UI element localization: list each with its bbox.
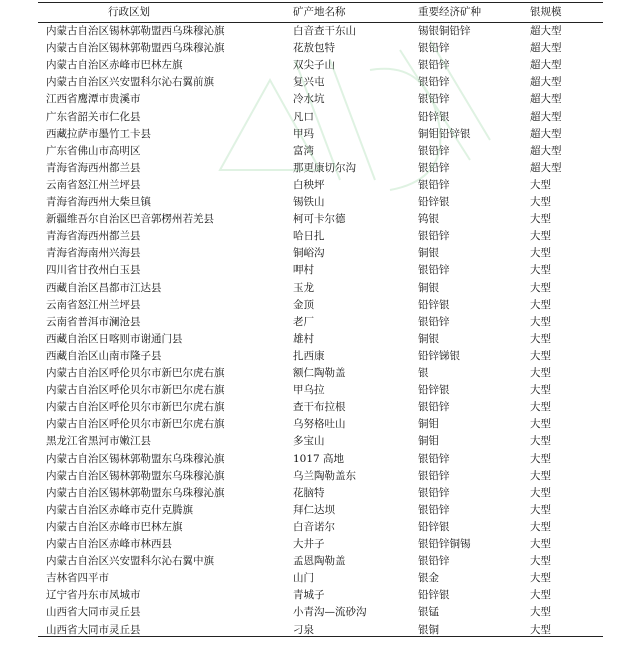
cell-admin-region: 西藏自治区山南市隆子县 <box>46 349 162 362</box>
table-row <box>38 331 603 348</box>
cell-deposit-name: 甲乌拉 <box>293 384 325 397</box>
cell-economic-minerals: 锡银铜铅锌 <box>418 25 471 37</box>
cell-economic-minerals: 银铜 <box>418 623 439 636</box>
cell-silver-scale: 大型 <box>530 401 551 414</box>
cell-deposit-name: 额仁陶勒盖 <box>293 367 346 379</box>
cell-admin-region: 西藏拉萨市墨竹工卡县 <box>46 127 151 140</box>
cell-economic-minerals: 铅锌银 <box>418 110 450 123</box>
cell-admin-region: 内蒙古自治区兴安盟科尔沁右翼中旗 <box>46 555 214 568</box>
cell-admin-region: 江西省鹰潭市贵溪市 <box>46 93 141 106</box>
cell-admin-region: 内蒙古自治区赤峰市克什克腾旗 <box>46 503 193 516</box>
cell-deposit-name: 雄村 <box>293 332 314 345</box>
cell-economic-minerals: 银铅锌 <box>418 178 450 191</box>
cell-economic-minerals: 银锰 <box>418 606 439 619</box>
header-silver-scale: 银规模 <box>530 6 562 18</box>
cell-admin-region: 内蒙古自治区锡林郭勒盟东乌珠穆沁旗 <box>46 452 225 465</box>
cell-silver-scale: 大型 <box>530 264 551 277</box>
cell-silver-scale: 超大型 <box>530 144 562 157</box>
cell-deposit-name: 乌兰陶勒盖东 <box>293 469 356 482</box>
cell-silver-scale: 大型 <box>530 230 551 243</box>
table-row <box>38 211 603 228</box>
cell-economic-minerals: 银铅锌 <box>418 76 450 89</box>
table-row <box>38 468 603 485</box>
cell-admin-region: 吉林省四平市 <box>46 572 109 585</box>
cell-silver-scale: 大型 <box>530 555 551 568</box>
header-admin-region: 行政区划 <box>108 6 150 18</box>
cell-admin-region: 内蒙古自治区兴安盟科尔沁右翼前旗 <box>46 76 214 89</box>
cell-deposit-name: 柯可卡尔德 <box>293 213 346 226</box>
cell-admin-region: 黑龙江省黑河市嫩江县 <box>46 435 151 448</box>
cell-admin-region: 内蒙古自治区呼伦贝尔市新巴尔虎右旗 <box>46 384 225 397</box>
cell-economic-minerals: 银铅锌 <box>418 144 450 157</box>
cell-deposit-name: 小青沟—流砂沟 <box>293 606 367 619</box>
cell-admin-region: 内蒙古自治区赤峰市巴林左旗 <box>46 520 183 533</box>
cell-silver-scale: 大型 <box>530 623 551 636</box>
cell-economic-minerals: 银铅锌 <box>418 469 450 482</box>
table-row <box>38 382 603 399</box>
cell-deposit-name: 锡铁山 <box>293 196 325 208</box>
table-row <box>38 348 603 365</box>
cell-economic-minerals: 银铅锌 <box>418 42 450 55</box>
table-header-row <box>38 4 603 21</box>
cell-economic-minerals: 铜钼 <box>418 435 439 448</box>
table-row <box>38 587 603 604</box>
cell-admin-region: 西藏自治区昌都市江达县 <box>46 281 162 294</box>
cell-admin-region: 云南省怒江州兰坪县 <box>46 298 141 311</box>
cell-deposit-name: 玉龙 <box>293 281 314 294</box>
cell-deposit-name: 刁泉 <box>293 623 314 636</box>
cell-admin-region: 云南省普洱市澜沧县 <box>46 315 141 328</box>
cell-deposit-name: 铜峪沟 <box>293 247 325 260</box>
table-row <box>38 262 603 279</box>
table-row <box>38 604 603 621</box>
cell-deposit-name: 花脑特 <box>293 486 325 499</box>
cell-economic-minerals: 银铅锌 <box>418 230 450 243</box>
table-row <box>38 109 603 126</box>
cell-silver-scale: 大型 <box>530 520 551 533</box>
cell-deposit-name: 拜仁达坝 <box>293 503 335 516</box>
cell-economic-minerals: 银铅锌 <box>418 503 450 516</box>
cell-deposit-name: 哈日扎 <box>293 230 325 243</box>
cell-silver-scale: 大型 <box>530 452 551 465</box>
cell-economic-minerals: 铜银 <box>418 332 439 345</box>
cell-silver-scale: 大型 <box>530 572 551 585</box>
cell-economic-minerals: 银铅锌 <box>418 452 450 465</box>
cell-silver-scale: 超大型 <box>530 127 562 140</box>
cell-admin-region: 内蒙古自治区锡林郭勒盟西乌珠穆沁旗 <box>46 25 225 37</box>
cell-deposit-name: 那更康切尔沟 <box>293 161 356 174</box>
cell-deposit-name: 乌努格吐山 <box>293 418 346 431</box>
table-row <box>38 280 603 297</box>
cell-admin-region: 内蒙古自治区赤峰市林西县 <box>46 538 172 550</box>
table-top-rule <box>38 2 603 3</box>
table-row <box>38 553 603 570</box>
cell-economic-minerals: 铜钼 <box>418 418 439 431</box>
cell-silver-scale: 大型 <box>530 281 551 294</box>
cell-silver-scale: 大型 <box>530 367 551 379</box>
cell-admin-region: 内蒙古自治区锡林郭勒盟东乌珠穆沁旗 <box>46 486 225 499</box>
cell-admin-region: 山西省大同市灵丘县 <box>46 623 141 636</box>
cell-admin-region: 内蒙古自治区锡林郭勒盟西乌珠穆沁旗 <box>46 42 225 55</box>
cell-admin-region: 新疆维吾尔自治区巴音郭楞州若羌县 <box>46 213 214 226</box>
cell-economic-minerals: 铅锌锑银 <box>418 349 460 362</box>
cell-deposit-name: 山门 <box>293 572 314 585</box>
cell-silver-scale: 大型 <box>530 196 551 208</box>
cell-deposit-name: 多宝山 <box>293 435 325 448</box>
cell-admin-region: 四川省甘孜州白玉县 <box>46 264 141 277</box>
cell-silver-scale: 大型 <box>530 538 551 550</box>
table-row <box>38 297 603 314</box>
cell-admin-region: 广东省佛山市高明区 <box>46 144 141 157</box>
cell-deposit-name: 1017 高地 <box>293 452 345 465</box>
cell-silver-scale: 超大型 <box>530 59 562 72</box>
header-deposit-name: 矿产地名称 <box>293 6 346 18</box>
cell-silver-scale: 大型 <box>530 606 551 619</box>
cell-silver-scale: 大型 <box>530 384 551 397</box>
cell-deposit-name: 冷水坑 <box>293 93 325 106</box>
cell-economic-minerals: 银铅锌 <box>418 315 450 328</box>
table-row <box>38 126 603 143</box>
cell-admin-region: 青海省海西州都兰县 <box>46 161 141 174</box>
cell-admin-region: 山西省大同市灵丘县 <box>46 606 141 619</box>
cell-economic-minerals: 银铅锌 <box>418 401 450 414</box>
cell-economic-minerals: 铅锌银 <box>418 589 450 602</box>
table-row <box>38 399 603 416</box>
cell-admin-region: 西藏自治区日喀则市谢通门县 <box>46 332 183 345</box>
table-row <box>38 519 603 536</box>
table-row <box>38 416 603 433</box>
cell-economic-minerals: 铜银 <box>418 281 439 294</box>
cell-deposit-name: 查干布拉根 <box>293 401 346 414</box>
cell-admin-region: 内蒙古自治区赤峰市巴林左旗 <box>46 59 183 72</box>
cell-economic-minerals: 银铅锌铜锡 <box>418 538 471 550</box>
cell-deposit-name: 呷村 <box>293 264 314 277</box>
cell-silver-scale: 超大型 <box>530 93 562 106</box>
cell-silver-scale: 大型 <box>530 486 551 499</box>
cell-economic-minerals: 银 <box>418 367 429 379</box>
cell-deposit-name: 扎西康 <box>293 349 325 362</box>
cell-admin-region: 内蒙古自治区呼伦贝尔市新巴尔虎右旗 <box>46 367 225 379</box>
table-row <box>38 570 603 587</box>
cell-deposit-name: 花敖包特 <box>293 42 335 55</box>
cell-admin-region: 青海省海西州大柴旦镇 <box>46 196 151 208</box>
cell-silver-scale: 大型 <box>530 418 551 431</box>
table-row <box>38 433 603 450</box>
cell-admin-region: 青海省海南州兴海县 <box>46 247 141 260</box>
table-row <box>38 160 603 177</box>
table-row <box>38 143 603 160</box>
cell-economic-minerals: 铅锌银 <box>418 520 450 533</box>
cell-deposit-name: 复兴屯 <box>293 76 325 89</box>
cell-economic-minerals: 银铅锌 <box>418 486 450 499</box>
cell-silver-scale: 超大型 <box>530 42 562 55</box>
cell-silver-scale: 超大型 <box>530 161 562 174</box>
cell-admin-region: 辽宁省丹东市凤城市 <box>46 589 141 602</box>
cell-economic-minerals: 银铅锌 <box>418 555 450 568</box>
header-economic-minerals: 重要经济矿种 <box>418 6 481 18</box>
table-row <box>38 536 603 553</box>
cell-silver-scale: 大型 <box>530 213 551 226</box>
table-row <box>38 177 603 194</box>
cell-deposit-name: 白音查干东山 <box>293 25 356 37</box>
table-row <box>38 502 603 519</box>
cell-silver-scale: 大型 <box>530 298 551 311</box>
cell-economic-minerals: 银铅锌 <box>418 59 450 72</box>
cell-economic-minerals: 银铅锌 <box>418 264 450 277</box>
cell-admin-region: 内蒙古自治区锡林郭勒盟东乌珠穆沁旗 <box>46 469 225 482</box>
cell-deposit-name: 金顶 <box>293 298 314 311</box>
cell-admin-region: 广东省韶关市仁化县 <box>46 110 141 123</box>
table-row <box>38 40 603 57</box>
table-row <box>38 194 603 211</box>
cell-deposit-name: 青城子 <box>293 589 325 602</box>
cell-silver-scale: 超大型 <box>530 110 562 123</box>
cell-economic-minerals: 铅锌银 <box>418 384 450 397</box>
table-row <box>38 365 603 382</box>
cell-deposit-name: 双尖子山 <box>293 59 335 72</box>
cell-silver-scale: 大型 <box>530 469 551 482</box>
table-row <box>38 245 603 262</box>
table-row <box>38 91 603 108</box>
mineral-deposit-table <box>38 0 603 645</box>
cell-economic-minerals: 铜钼铅锌银 <box>418 127 471 140</box>
cell-deposit-name: 富湾 <box>293 144 314 157</box>
cell-silver-scale: 超大型 <box>530 76 562 89</box>
cell-economic-minerals: 银铅锌 <box>418 93 450 106</box>
cell-admin-region: 内蒙古自治区呼伦贝尔市新巴尔虎右旗 <box>46 418 225 431</box>
cell-silver-scale: 大型 <box>530 503 551 516</box>
cell-admin-region: 内蒙古自治区呼伦贝尔市新巴尔虎右旗 <box>46 401 225 414</box>
cell-economic-minerals: 银铅锌 <box>418 161 450 174</box>
cell-silver-scale: 大型 <box>530 435 551 448</box>
table-row <box>38 74 603 91</box>
table-row <box>38 451 603 468</box>
cell-deposit-name: 凡口 <box>293 110 314 123</box>
cell-economic-minerals: 铅锌银 <box>418 298 450 311</box>
table-bottom-rule <box>38 636 603 637</box>
cell-silver-scale: 大型 <box>530 589 551 602</box>
table-row <box>38 57 603 74</box>
cell-admin-region: 云南省怒江州兰坪县 <box>46 178 141 191</box>
cell-silver-scale: 大型 <box>530 332 551 345</box>
cell-economic-minerals: 银金 <box>418 572 439 585</box>
cell-deposit-name: 白音诺尔 <box>293 520 335 533</box>
cell-economic-minerals: 钨银 <box>418 213 439 226</box>
cell-deposit-name: 老厂 <box>293 315 314 328</box>
table-row <box>38 23 603 40</box>
table-row <box>38 314 603 331</box>
table-row <box>38 228 603 245</box>
table-row <box>38 485 603 502</box>
cell-deposit-name: 甲玛 <box>293 127 314 140</box>
cell-admin-region: 青海省海西州都兰县 <box>46 230 141 243</box>
cell-silver-scale: 大型 <box>530 349 551 362</box>
cell-silver-scale: 超大型 <box>530 25 562 37</box>
cell-economic-minerals: 铅锌银 <box>418 196 450 208</box>
cell-silver-scale: 大型 <box>530 178 551 191</box>
cell-silver-scale: 大型 <box>530 247 551 260</box>
cell-silver-scale: 大型 <box>530 315 551 328</box>
cell-deposit-name: 孟恩陶勒盖 <box>293 555 346 568</box>
cell-economic-minerals: 铜银 <box>418 247 439 260</box>
cell-deposit-name: 白秧坪 <box>293 178 325 191</box>
cell-deposit-name: 大井子 <box>293 538 325 550</box>
